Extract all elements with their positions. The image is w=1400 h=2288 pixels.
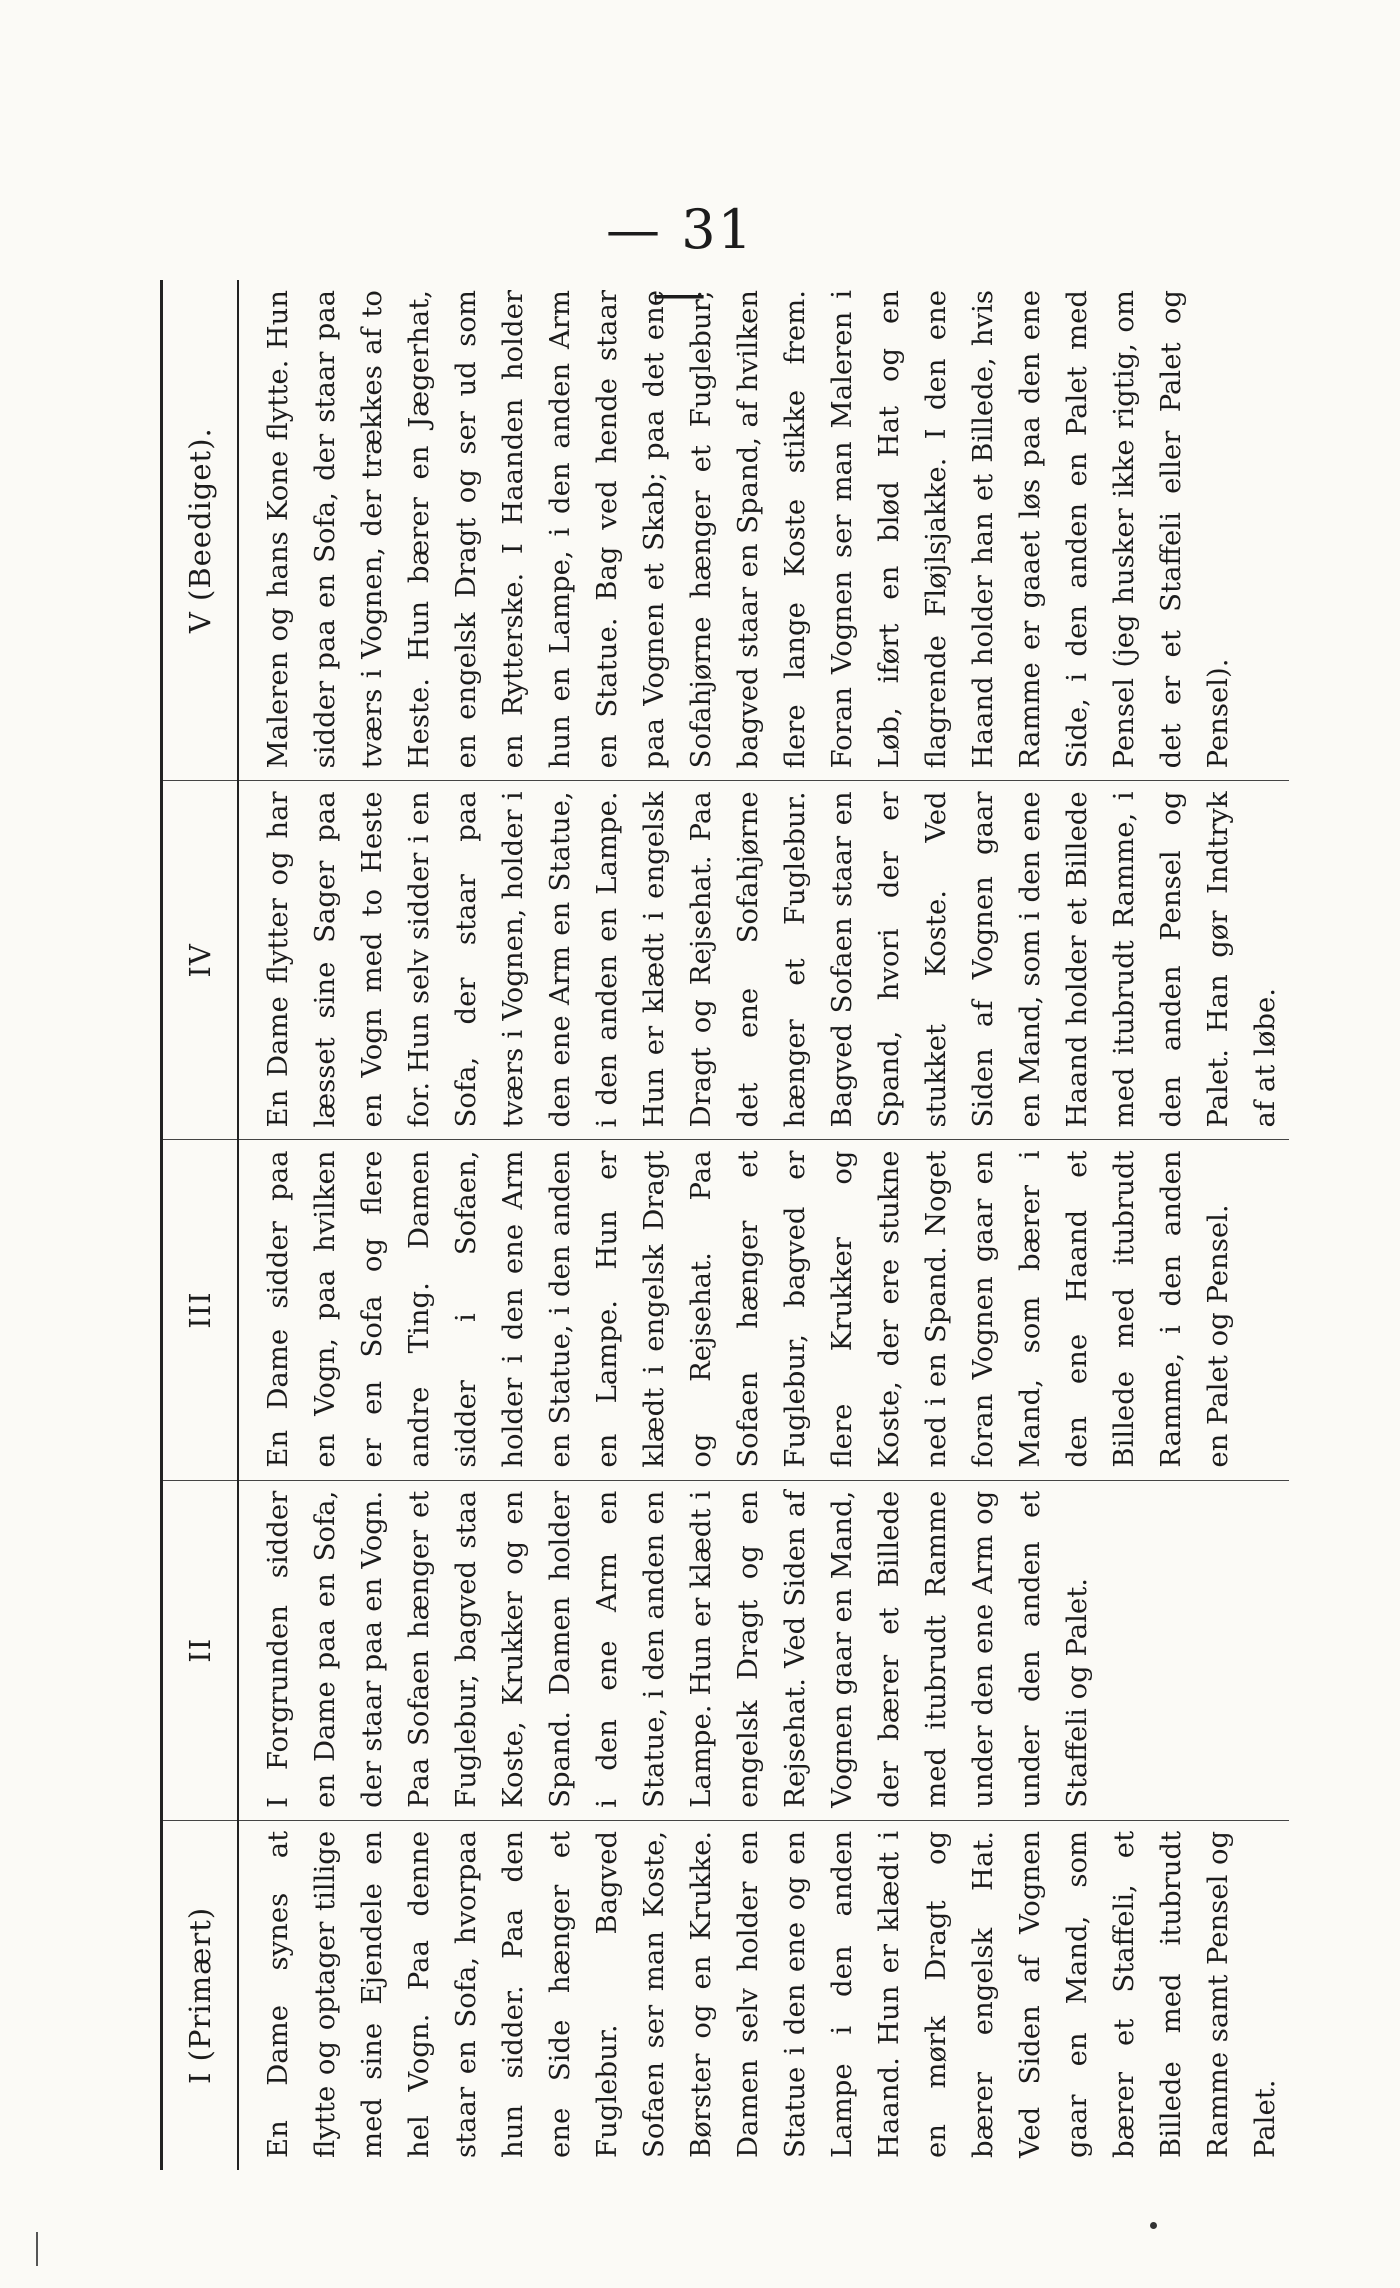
column-header-4: IV	[162, 781, 239, 1140]
table-cell-2	[238, 1480, 1289, 1820]
rotated-table-region	[160, 280, 1281, 2170]
cell-text: En Dame synes at flytte og optager tillige med sine Ejendele en hel Vogn. Paa denne staar en Sofa, hvorpaa hun sidder. Paa den ene Side hænger et Fuglebur. Bagved Sofaen ser man Koste, Børster og en Krukke. Damen selv holder en Statue i den ene og en Lampe i den anden Haand. Hun er klædt i en mørk Dragt og bærer engelsk Hat. Ved Siden af Vognen gaar en Mand, som bærer et Staffeli, et Billede med itubrudt Ramme samt Pensel og Palet.	[262, 1830, 1281, 2158]
table-cell-4	[238, 781, 1289, 1140]
cell-text: Maleren og hans Kone flytte. Hun sidder paa en Sofa, der staar paa tværs i Vognen, der trækkes af to Heste. Hun bærer en Jægerhat, en engelsk Dragt og ser ud som en Rytterske. I Haanden holder hun en Lampe, i den anden Arm en Statue. Bag ved hende staar paa Vognen et Skab; paa det ene Sofahjørne hænger et Fuglebur; bagved staar en Spand, af hvilken flere lange Koste stikke frem. Foran Vognen ser man Maleren i Løb, iført en blød Hat og en flagrende Fløjlsjakke. I den ene Haand holder han et Billede, hvis Ramme er gaaet løs paa den ene Side, i den anden en Palet med Pensel (jeg husker ikke rigtig, om det er et Staffeli eller Palet og Pensel).	[262, 290, 1234, 769]
table-cell-1	[238, 1820, 1289, 2170]
header-row	[162, 280, 239, 2170]
description-comparison-table	[160, 280, 1289, 2170]
column-header-3: III	[162, 1140, 239, 1480]
cell-text: I Forgrunden sidder en Dame paa en Sofa, der staar paa en Vogn. Paa Sofaen hænger et Fuglebur, bagved staa Koste, Krukker og en Spand. Damen holder i den ene Arm en Statue, i den anden en Lampe. Hun er klædt i engelsk Dragt og en Rejsehat. Ved Siden af Vognen gaar en Mand, der bærer et Billede med itubrudt Ramme under den ene Arm og under den anden et Staffeli og Palet.	[262, 1490, 1093, 1808]
cell-text: En Dame sidder paa en Vogn, paa hvilken er en Sofa og flere andre Ting. Damen sidder i Sofaen, holder i den ene Arm en Statue, i den anden en Lampe. Hun er klædt i engelsk Dragt og Rejsehat. Paa Sofaen hænger et Fuglebur, bagved er flere Krukker og Koste, der ere stukne ned i en Spand. Noget foran Vognen gaar en Mand, som bærer i den ene Haand et Billede med itubrudt Ramme, i den anden en Palet og Pensel.	[262, 1150, 1234, 1468]
cell-text: En Dame flytter og har læsset sine Sager paa en Vogn med to Heste for. Hun selv sidder i en Sofa, der staar paa tværs i Vognen, holder i den ene Arm en Statue, i den anden en Lampe. Hun er klædt i engelsk Dragt og Rejsehat. Paa det ene Sofahjørne hænger et Fuglebur. Bagved Sofaen staar en Spand, hvori der er stukket Koste. Ved Siden af Vognen gaar en Mand, som i den ene Haand holder et Billede med itubrudt Ramme, i den anden Pensel og Palet. Han gør Indtryk af at løbe.	[262, 791, 1281, 1128]
page-number: — 31 —	[606, 198, 754, 324]
column-header-2: II	[162, 1480, 239, 1820]
table-row	[238, 280, 1289, 2170]
column-header-1: I (Primært)	[162, 1820, 239, 2170]
margin-tick	[36, 2232, 38, 2266]
table-cell-5	[238, 280, 1289, 781]
margin-dot	[1150, 2222, 1157, 2229]
table-cell-3	[238, 1140, 1289, 1480]
column-header-5: V (Beediget).	[162, 280, 239, 781]
